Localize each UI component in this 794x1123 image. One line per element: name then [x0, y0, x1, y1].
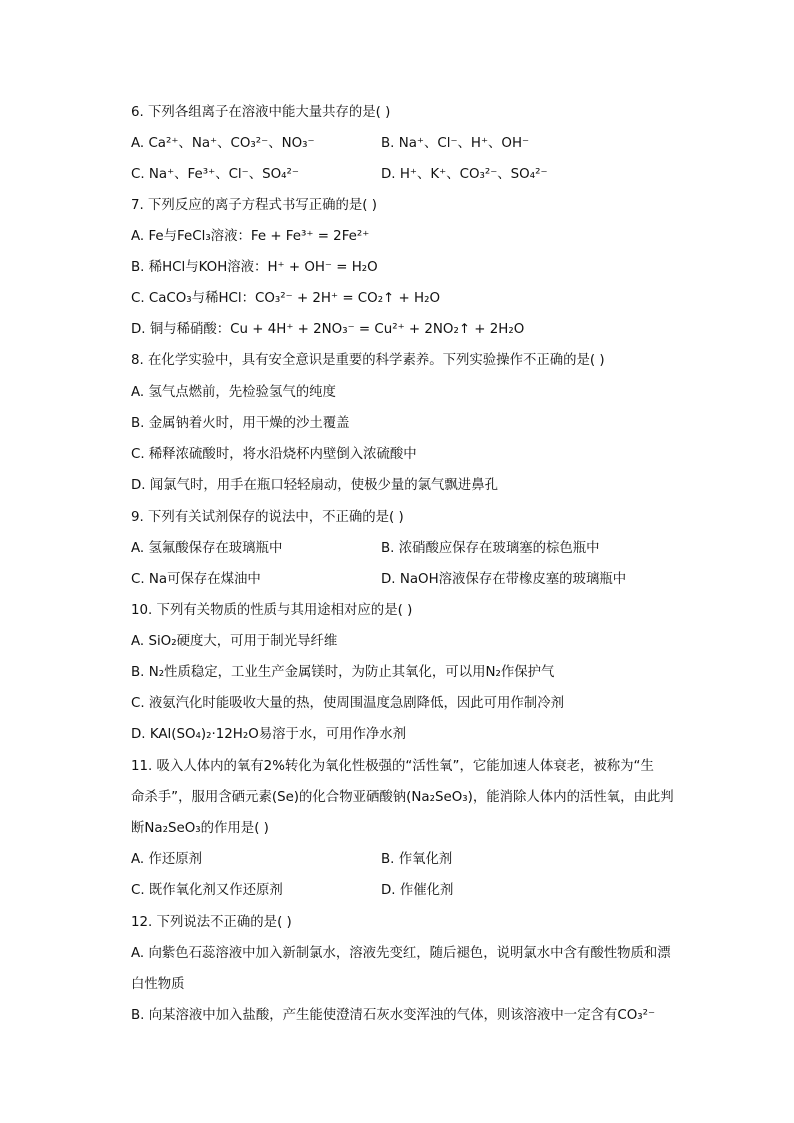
question-11-row-ab [131, 850, 701, 870]
question-10-option-b: B. N₂性质稳定，工业生产金属镁时，为防止其氧化，可以用N₂作保护气 [131, 665, 555, 680]
question-8-stem: 8. 在化学实验中，具有安全意识是重要的科学素养。下列实验操作不正确的是( ) [131, 353, 605, 368]
question-10-stem: 10. 下列有关物质的性质与其用途相对应的是( ) [131, 603, 413, 618]
question-11-stem-line-2: 命杀手”，服用含硒元素(Se)的化合物亚硒酸钠(Na₂SeO₃)，能消除人体内的活性氧，由此判 [131, 790, 674, 805]
question-12-option-a-line-1: A. 向紫色石蕊溶液中加入新制氯水，溶液先变红，随后褪色，说明氯水中含有酸性物质和漂 [131, 946, 671, 961]
question-7-option-c: C. CaCO₃与稀HCl：CO₃²⁻ + 2H⁺ = CO₂↑ + H₂O [131, 291, 440, 306]
question-10-option-c: C. 液氨汽化时能吸收大量的热，使周围温度急剧降低，因此可用作制冷剂 [131, 696, 564, 711]
question-9-row-cd [131, 570, 701, 590]
question-7-option-a: A. Fe与FeCl₃溶液：Fe + Fe³⁺ = 2Fe²⁺ [131, 229, 370, 244]
question-11-row-cd [131, 881, 701, 901]
question-7-option-b: B. 稀HCl与KOH溶液：H⁺ + OH⁻ = H₂O [131, 260, 378, 275]
question-6-option-a: A. Ca²⁺、Na⁺、CO₃²⁻、NO₃⁻ [131, 136, 315, 151]
question-11-stem-line-3: 断Na₂SeO₃的作用是( ) [131, 821, 269, 836]
question-11-option-b: B. 作氧化剂 [381, 852, 453, 867]
question-11-option-a: A. 作还原剂 [131, 852, 202, 867]
question-11-stem-line-1: 11. 吸入人体内的氧有2%转化为氧化性极强的“活性氧”，它能加速人体衰老，被称为“生 [131, 759, 654, 774]
question-12-option-a-line-2: 白性物质 [131, 977, 185, 992]
question-9-stem: 9. 下列有关试剂保存的说法中，不正确的是( ) [131, 510, 404, 525]
question-9-option-a: A. 氢氟酸保存在玻璃瓶中 [131, 541, 283, 556]
question-12-stem: 12. 下列说法不正确的是( ) [131, 915, 292, 930]
question-7-option-d: D. 铜与稀硝酸：Cu + 4H⁺ + 2NO₃⁻ = Cu²⁺ + 2NO₂↑ + 2H₂O [131, 322, 525, 337]
question-11-option-c: C. 既作氧化剂又作还原剂 [131, 883, 283, 898]
question-12-option-b: B. 向某溶液中加入盐酸，产生能使澄清石灰水变浑浊的气体，则该溶液中一定含有CO₃²⁻ [131, 1008, 656, 1023]
question-6-option-c: C. Na⁺、Fe³⁺、Cl⁻、SO₄²⁻ [131, 167, 299, 182]
question-7-stem: 7. 下列反应的离子方程式书写正确的是( ) [131, 198, 377, 213]
question-10-option-a: A. SiO₂硬度大，可用于制光导纤维 [131, 634, 338, 649]
question-6-row-cd [131, 165, 701, 185]
question-6-option-d: D. H⁺、K⁺、CO₃²⁻、SO₄²⁻ [381, 167, 548, 182]
question-8-option-d: D. 闻氯气时，用手在瓶口轻轻扇动，使极少量的氯气飘进鼻孔 [131, 478, 498, 493]
question-9-option-d: D. NaOH溶液保存在带橡皮塞的玻璃瓶中 [381, 572, 627, 587]
question-11-option-d: D. 作催化剂 [381, 883, 454, 898]
question-8-option-a: A. 氢气点燃前，先检验氢气的纯度 [131, 385, 336, 400]
question-10-option-d: D. KAl(SO₄)₂·12H₂O易溶于水，可用作净水剂 [131, 727, 407, 742]
question-6-row-ab [131, 134, 701, 154]
question-9-option-c: C. Na可保存在煤油中 [131, 572, 261, 587]
question-8-option-b: B. 金属钠着火时，用干燥的沙土覆盖 [131, 416, 350, 431]
question-6-stem: 6. 下列各组离子在溶液中能大量共存的是( ) [131, 105, 391, 120]
question-9-row-ab [131, 539, 701, 559]
question-9-option-b: B. 浓硝酸应保存在玻璃塞的棕色瓶中 [381, 541, 600, 556]
question-6-option-b: B. Na⁺、Cl⁻、H⁺、OH⁻ [381, 136, 530, 151]
question-8-option-c: C. 稀释浓硫酸时，将水沿烧杯内壁倒入浓硫酸中 [131, 447, 417, 462]
